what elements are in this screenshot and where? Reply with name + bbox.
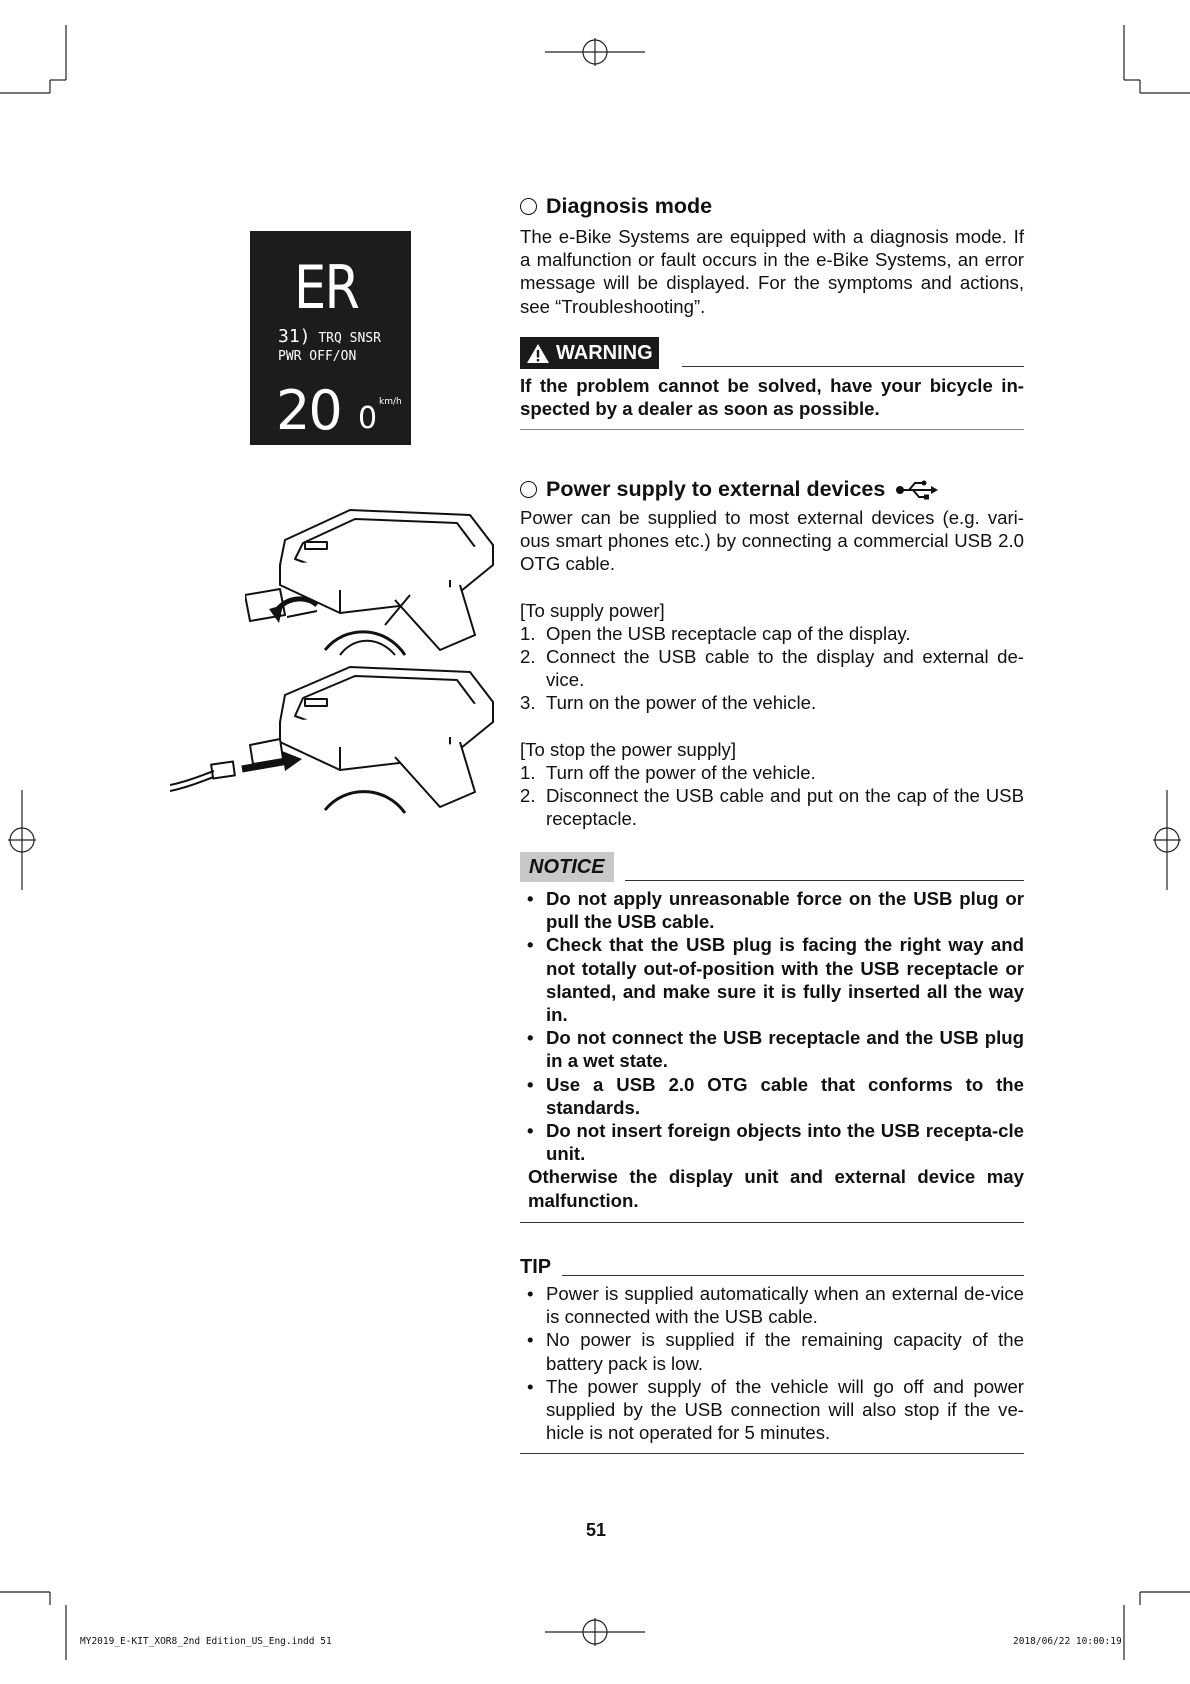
speed-value: 20: [276, 379, 341, 442]
tip-item: • Power is supplied automatically when an external de-vice is connected with the USB cable.: [520, 1282, 1024, 1328]
warning-bottom-rule: [520, 429, 1024, 430]
notice-bottom-rule: [520, 1222, 1024, 1223]
footer-file-name: MY2019_E-KIT_XOR8_2nd Edition_US_Eng.indd 51: [80, 1636, 332, 1647]
step-number: 1.: [520, 761, 536, 783]
supply-power-steps: [520, 622, 1024, 715]
error-line1: TRQ SNSR: [318, 331, 381, 346]
notice-item: • Use a USB 2.0 OTG cable that conforms to the standards.: [520, 1073, 1024, 1119]
step-number: 2.: [520, 646, 536, 668]
stop-step: [520, 761, 1024, 784]
tip-label: TIP: [520, 1256, 552, 1278]
circle-bullet-icon: [520, 481, 537, 498]
notice-item: • Do not connect the USB receptacle and the USB plug in a wet state.: [520, 1026, 1024, 1072]
step-text: Disconnect the USB cable and put on the cap of the USB receptacle.: [546, 785, 1024, 830]
tip-list: [520, 1282, 1024, 1444]
warning-label: [520, 337, 659, 369]
warning-triangle-icon: [526, 343, 550, 364]
tip-item: • No power is supplied if the remaining capacity of the battery pack is low.: [520, 1328, 1024, 1374]
notice-title-rule: [625, 880, 1024, 881]
footer-datetime: 2018/06/22 10:00:19: [1013, 1636, 1122, 1647]
tip-bottom-rule: [520, 1453, 1024, 1454]
notice-item: • Do not apply unreasonable force on the USB plug or pull the USB cable.: [520, 887, 1024, 933]
notice-closing: Otherwise the display unit and external device may malfunction.: [528, 1166, 1024, 1211]
usb-icon: [895, 480, 939, 500]
diagnosis-section: [520, 194, 1024, 318]
notice-item: • Check that the USB plug is facing the right way and not totally out-of-position with the USB receptacle or slanted, and make sure it is fully inserted all the way in.: [520, 933, 1024, 1026]
speed-decimal: 0: [358, 401, 378, 436]
step-text: Turn off the power of the vehicle.: [546, 761, 816, 783]
warning-text: If the problem cannot be solved, have your bicycle in-spected by a dealer as soon as possible.: [520, 375, 1024, 420]
error-line2: PWR OFF/ON: [278, 349, 357, 364]
illustration-usb-cable-connected: [170, 665, 505, 815]
step-number: 1.: [520, 622, 536, 644]
step-text: Connect the USB cable to the display and external de-vice.: [546, 646, 1024, 691]
step-text: Open the USB receptacle cap of the display.: [546, 622, 911, 644]
error-code: ER: [294, 253, 359, 323]
power-supply-section: [520, 477, 1024, 830]
warning-title-rule: [682, 366, 1024, 367]
stop-power-heading: [To stop the power supply]: [520, 738, 737, 760]
speed-unit: km/h: [379, 397, 402, 407]
stop-step: [520, 784, 1024, 830]
step-number: 2.: [520, 785, 536, 807]
warning-label-text: WARNING: [556, 341, 653, 364]
illustration-open-usb-cap: [245, 505, 505, 660]
circle-bullet-icon: [520, 198, 537, 215]
stop-power-steps: [520, 761, 1024, 831]
supply-step: [520, 691, 1024, 714]
error-message: [278, 328, 381, 366]
power-supply-title: Power supply to external devices: [546, 477, 886, 501]
display-error-screen: [250, 231, 411, 445]
tip-item: • The power supply of the vehicle will go off and power supplied by the USB connection will also stop if the ve-hicle is not operated for 5 minutes.: [520, 1375, 1024, 1445]
tip-title-rule: [562, 1275, 1024, 1276]
notice-list: [520, 887, 1024, 1165]
supply-step: [520, 645, 1024, 691]
step-number: 3.: [520, 692, 536, 714]
notice-label: NOTICE: [520, 852, 614, 882]
power-supply-intro: Power can be supplied to most external devices (e.g. vari-ous smart phones etc.) by connecting a commercial USB 2.0 OTG cable.: [520, 507, 1024, 575]
supply-step: [520, 622, 1024, 645]
page-number: 51: [586, 1520, 607, 1540]
supply-power-heading: [To supply power]: [520, 599, 665, 621]
error-number: 31): [278, 326, 311, 347]
diagnosis-title: Diagnosis mode: [546, 194, 713, 218]
power-supply-heading: [520, 477, 1024, 502]
tip-body: [520, 1282, 1024, 1444]
diagnosis-heading: [520, 194, 1024, 219]
step-text: Turn on the power of the vehicle.: [546, 692, 817, 714]
diagnosis-body: The e-Bike Systems are equipped with a diagnosis mode. If a malfunction or fault occurs in the e-Bike Systems, an error message will be displayed. For the symptoms and actions, see “Troubleshooting”.: [520, 226, 1024, 317]
notice-body: [520, 887, 1024, 1212]
notice-item: • Do not insert foreign objects into the USB recepta-cle unit.: [520, 1119, 1024, 1165]
